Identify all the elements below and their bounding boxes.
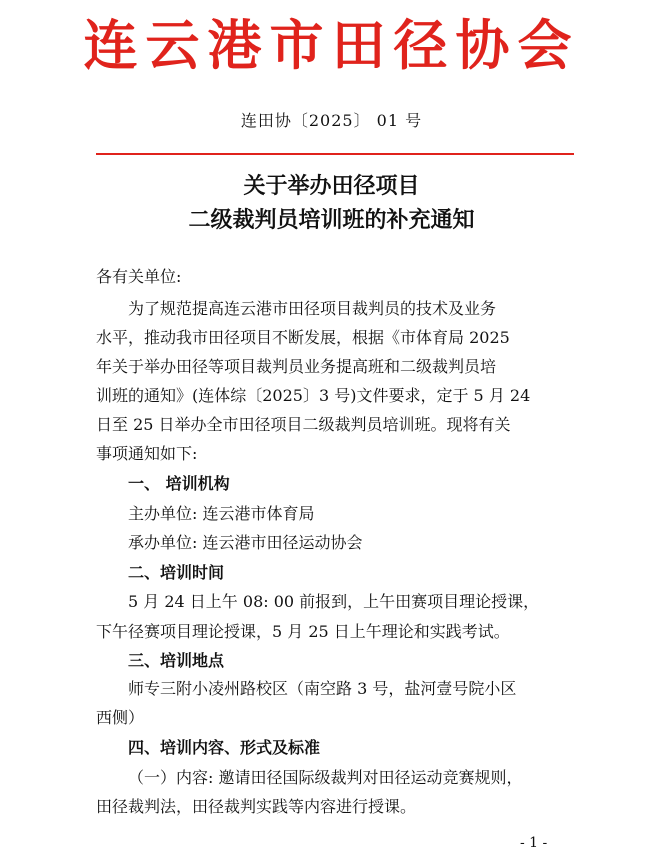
org-name-header: 连云港市田径协会	[83, 13, 580, 77]
red-divider-line	[96, 153, 574, 155]
page-number: - 1 -	[520, 835, 548, 851]
intro-line: 日至 25 日举办全市田径项目二级裁判员培训班。现将有关	[96, 415, 511, 434]
section-line: 田径裁判法，田径裁判实践等内容进行授课。	[96, 797, 417, 816]
section-line: 5 月 24 日上午 08: 00 前报到，上午田赛项目理论授课，	[128, 592, 540, 611]
title-line-1: 关于举办田径项目	[243, 174, 420, 199]
section-heading: 三、培训地点	[128, 651, 225, 670]
salutation: 各有关单位:	[96, 267, 182, 286]
section-line: （一）内容: 邀请田径国际级裁判对田径运动竞赛规则，	[128, 768, 523, 787]
section-line: 主办单位: 连云港市体育局	[128, 504, 315, 523]
section-heading: 四、培训内容、形式及标准	[128, 738, 321, 757]
intro-line: 为了规范提高连云港市田径项目裁判员的技术及业务	[128, 299, 497, 318]
section-line: 西侧）	[96, 708, 145, 727]
intro-line: 事项通知如下:	[96, 444, 198, 463]
title-line-2: 二级裁判员培训班的补充通知	[188, 208, 475, 233]
intro-line: 年关于举办田径等项目裁判员业务提高班和二级裁判员培	[96, 357, 497, 376]
document-number: 连田协〔2025〕 01 号	[240, 111, 423, 130]
section-line: 下午径赛项目理论授课，5 月 25 日上午理论和实践考试。	[96, 622, 510, 641]
intro-line: 水平，推动我市田径项目不断发展，根据《市体育局 2025	[96, 328, 510, 347]
section-line: 师专三附小凌州路校区（南空路 3 号，盐河壹号院小区	[128, 679, 517, 698]
section-heading: 二、培训时间	[128, 563, 225, 582]
section-heading: 一、 培训机构	[128, 474, 230, 493]
intro-line: 训班的通知》(连体综〔2025〕3 号)文件要求，定于 5 月 24	[96, 386, 531, 405]
section-line: 承办单位: 连云港市田径运动协会	[128, 533, 363, 552]
